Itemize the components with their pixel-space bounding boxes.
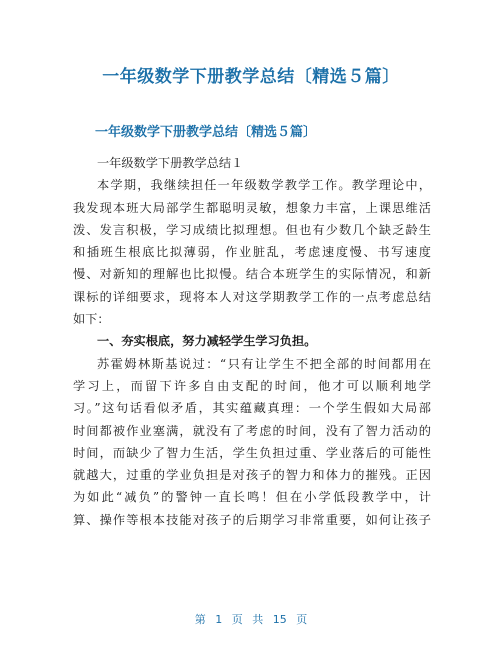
paragraph-line: 课标的详细要求，现将本人对这学期教学工作的一点考虑总结 <box>73 289 431 304</box>
paragraph-line: 如下： <box>73 312 110 327</box>
document-title: 一年级数学下册教学总结〔精选５篇〕 <box>102 67 400 87</box>
subtitle: 一年级数学下册教学总结１ <box>97 156 244 170</box>
paragraph-line: 习。”这句话看似矛盾，其实蕴藏真理：一个学生假如大局部 <box>73 401 431 416</box>
paragraph-line: 和插班生根底比拟薄弱，作业脏乱，考虑速度慢、书写速度 <box>73 245 431 260</box>
section-heading: 一、夯实根底，努力减轻学生学习负担。 <box>97 334 317 349</box>
paragraph-line: 就越大，过重的学业负担是对孩子的智力和体力的摧残。正因 <box>73 468 431 483</box>
paragraph-line: 算、操作等根本技能对孩子的后期学习非常重要，如何让孩子 <box>73 512 431 527</box>
paragraph-line: 苏霍姆林斯基说过：“只有让学生不把全部的时间都用在 <box>97 356 431 371</box>
paragraph-line: 本学期，我继续担任一年级数学教学工作。教学理论中， <box>97 178 431 193</box>
paragraph-line: 学习上，而留下许多自由支配的时间，他才可以顺利地学 <box>73 378 431 393</box>
paragraph-line: 时间都被作业塞满，就没有了考虑的时间，没有了智力活动的 <box>73 423 431 438</box>
section-title: 一年级数学下册教学总结〔精选５篇〕 <box>95 125 317 140</box>
page-footer: 第 1 页 共 15 页 <box>194 613 308 626</box>
paragraph-line: 我发现本班大局部学生都聪明灵敏，想象力丰富，上课思维活 <box>73 200 431 215</box>
paragraph-line: 慢、对新知的理解也比拟慢。结合本班学生的实际情况，和新 <box>73 267 431 282</box>
paragraph-line: 泼、发言积极，学习成绩比拟理想。但也有少数几个缺乏龄生 <box>73 222 431 237</box>
paragraph-line: 为如此“减负”的警钟一直长鸣！但在小学低段教学中，计 <box>73 490 431 505</box>
paragraph-line: 时间，而缺少了智力生活，学生负担过重、学业落后的可能性 <box>73 445 431 460</box>
document-body <box>73 152 431 531</box>
